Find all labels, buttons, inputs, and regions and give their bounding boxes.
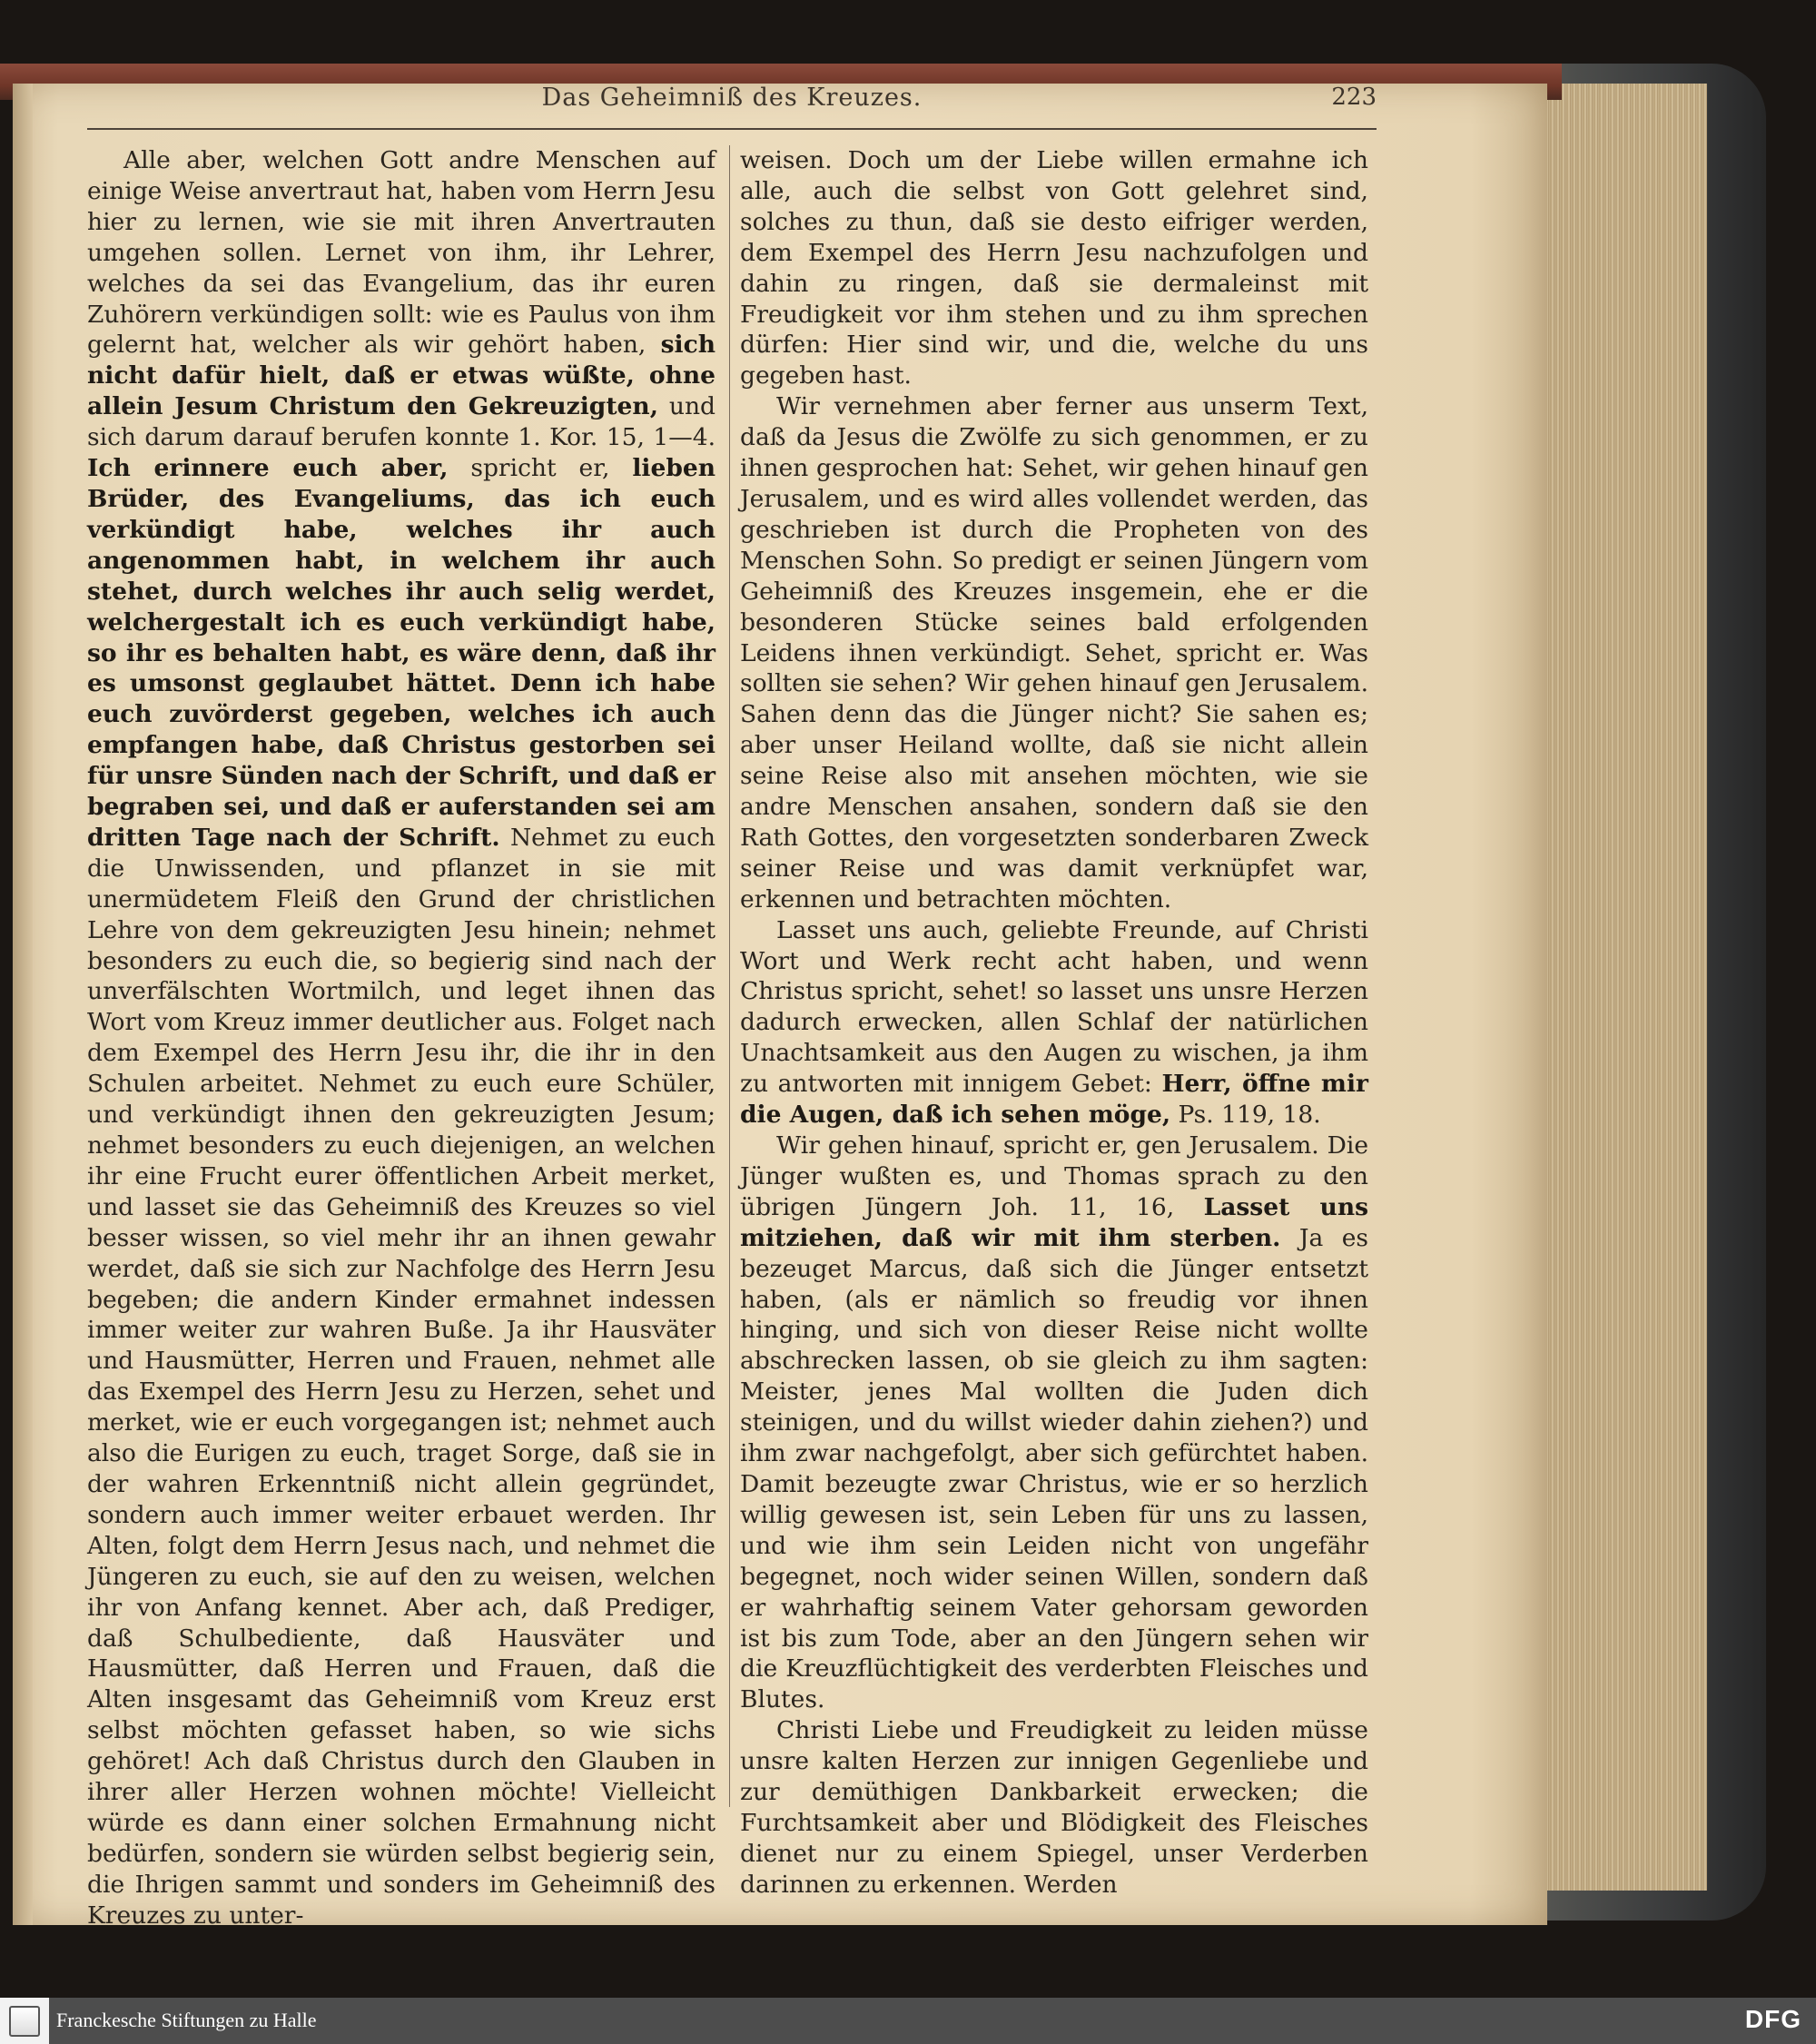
page-number: 223 (1331, 84, 1377, 111)
paragraph-tail: Ja es bezeuget Marcus, daß sich die Jünger entsetzt haben, (als er nämlich so freudig vor ihnen hinging, und sich von dieser Reise nicht wollte abschrecken lassen, ob sie gleich zu ihm sagten: Meister, jenes Mal wollten die Juden dich steinigen, und du willst wieder dahin ziehen?) und ihm zwar nachgefolgt, aber sich gefürchtet haben. Damit bezeugte zwar Christus, wie er so herzlich willig gewesen ist, sein Leben für uns zu lassen, und wie ihm sein Leiden nicht von ungefähr begegnet, noch wider seinen Willen, sondern daß er wahrhaftig seinem Vater gehorsam geworden ist bis zum Tode, aber an den Jüngern sehen wir die Kreuzflüchtigkeit des verderbten Fleisches und Blutes. (740, 1223, 1368, 1714)
paragraph (740, 1131, 1368, 1715)
dfg-logo[interactable]: DFG (1744, 2005, 1801, 2033)
paragraph-tail: und sich darum darauf berufen konnte 1. Kor. 15, 1—4. (87, 392, 716, 452)
franckesche-stiftungen-logo-icon[interactable] (0, 1998, 49, 2044)
paragraph-tail: Ps. 119, 18. (1170, 1101, 1321, 1130)
left-column (87, 145, 716, 1931)
paragraph-text: Christi Liebe und Freudigkeit zu leiden müsse unsre kalten Herzen zur innigen Gegenliebe und zur demüthigen Dankbarkeit erwecken; die Furchtsamkeit aber und Blödigkeit des Fleisches dienet nur zu einem Spiegel, unser Verderben darinnen zu erkennen. Werden (740, 1716, 1368, 1899)
paragraph-text: Wir vernehmen aber ferner aus unserm Text, daß da Jesus die Zwölfe zu sich genommen, er zu ihnen gesprochen hat: Sehet, wir gehen hinauf gen Jerusalem, und es wird alles vollendet werden, das geschrieben ist durch die Propheten von des Menschen Sohn. So predigt er seinen Jüngern vom Geheimniß des Kreuzes insgemein, ehe er die besonderen Stücke seines bald erfolgenden Leidens ihnen verkündigt. Sehet, spricht er. Was sollten sie sehen? Wir gehen hinauf gen Jerusalem. Sahen denn das die Jünger nicht? Sie sahen es; aber unser Heiland wollte, daß sie nicht allein seine Reise also mit ansehen möchten, wie sie andre Menschen ansahen, sondern daß sie den Rath Gottes, den vorgesetzten sonderbaren Zweck seiner Reise und was damit verknüpfet war, erkennen und betrachten möchten. (740, 392, 1368, 913)
viewer-footer (0, 1998, 1816, 2044)
page-gutter (13, 84, 33, 1925)
paragraph (740, 391, 1368, 914)
column-divider (729, 145, 730, 1807)
paragraph-text: Alle aber, welchen Gott andre Menschen auf einige Weise anvertraut hat, haben vom Herrn Jesu hier zu lernen, wie sie mit ihren Anvertrauten umgehen sollen. Lernet von ihm, ihr Lehrer, welches da sei das Evangelium, das ihr euren Zuhörern verkündigen sollt: wie es Paulus von ihm gelernt hat, welcher als wir gehört haben, (87, 146, 716, 360)
bold-quote: Herr, öffne mir die Augen, daß ich sehen möge, (740, 1070, 1368, 1130)
logo-mark-icon (9, 2006, 40, 2037)
paragraph (740, 915, 1368, 1131)
paragraph (740, 1715, 1368, 1900)
paragraph-tail: spricht er, (448, 454, 633, 483)
paragraph (740, 145, 1368, 391)
paragraph-text: weisen. Doch um der Liebe willen ermahne ich alle, auch die selbst von Gott gelehret sind, solches zu thun, daß sie desto eifriger werden, dem Exempel des Herrn Jesu nachzufolgen und dahin zu ringen, daß sie dermaleinst mit Freudigkeit vor ihm stehen und zu ihm sprechen dürfen: Hier sind wir, und die, welche du uns gegeben hast. (740, 146, 1368, 390)
bold-quote: Ich erinnere euch aber, (87, 454, 449, 483)
bold-quote: Lasset uns mitziehen, daß wir mit ihm sterben. (740, 1192, 1369, 1252)
bold-quote: sich nicht dafür hielt, daß er etwas wüßte, ohne allein Jesum Christum den Gekreuzigten, (87, 331, 716, 421)
paragraph-text: Lasset uns auch, geliebte Freunde, auf Christi Wort und Werk recht acht haben, und wenn Christus spricht, sehet! so lasset uns unsre Herzen dadurch erwecken, allen Schlaf der natürlichen Unachtsamkeit aus den Augen zu wischen, ja ihm zu antworten mit innigem Gebet: (740, 915, 1368, 1099)
paragraph-text: Wir gehen hinauf, spricht er, gen Jerusalem. Die Jünger wußten es, und Thomas sprach zu den übrigen Jüngern Joh. 11, 16, (740, 1131, 1368, 1221)
page-edges (1544, 84, 1707, 1891)
institution-name[interactable]: Franckesche Stiftungen zu Halle (56, 2009, 317, 2031)
page-header (87, 84, 1377, 125)
bold-quote: lieben Brüder, des Evangeliums, das ich euch verkündigt habe, welches ihr auch angenommen habt, in welchem ihr auch stehet, durch welches ihr auch selig werdet, welchergestalt ich es euch verkündigt habe, so ihr es behalten habt, es wäre denn, daß ihr es umsonst geglaubet hättet. Denn ich habe euch zuvörderst gegeben, welches ich auch empfangen habe, daß Christus gestorben sei für unsre Sünden nach der Schrift, und daß er begraben sei, und daß er auferstanden sei am dritten Tage nach der Schrift. (87, 454, 716, 852)
running-title: Das Geheimniß des Kreuzes. (541, 84, 923, 112)
paragraph-tail: Nehmet zu euch die Unwissenden, und pflanzet in sie mit unermüdetem Fleiß den Grund der christlichen Lehre von dem gekreuzigten Jesu hinein; nehmet besonders zu euch die, so begierig sind nach der unverfälschten Wortmilch, und leget ihnen das Wort vom Kreuz immer deutlicher aus. Folget nach dem Exempel des Herrn Jesu ihr, die ihr in den Schulen arbeitet. Nehmet zu euch eure Schüler, und verkündigt ihnen den gekreuzigten Jesum; nehmet besonders zu euch diejenigen, an welchen ihr eine Frucht eurer öffentlichen Arbeit merket, und lasset sie das Geheimniß des Kreuzes so viel besser wissen, so viel mehr ihr an ihnen gewahr werdet, daß sie sich zur Nachfolge des Herrn Jesu begeben; die andern Kinder ermahnet indessen immer weiter zur wahren Buße. Ja ihr Hausväter und Hausmütter, Herren und Frauen, nehmet alle das Exempel des Herrn Jesu zu Herzen, sehet und merket, wie er euch vorgegangen ist; nehmet auch also die Eurigen zu euch, traget Sorge, daß sie in der wahren Erkenntniß nicht allein gegründet, sondern auch immer weiter erbauet werden. Ihr Alten, folgt dem Herrn Jesus nach, und nehmet die Jüngeren zu euch, sie auf den zu weisen, welchen ihr von Anfang kennet. Aber ach, daß Prediger, daß Schulbediente, daß Hausväter und Hausmütter, daß Herren und Frauen, daß die Alten insgesamt das Geheimniß vom Kreuz erst selbst möchten gefasset haben, so wie sichs gehöret! Ach daß Christus durch den Glauben in ihrer aller Herzen wohnen möchte! Vielleicht würde es dann einer solchen Ermahnung nicht bedürfen, sondern sie würden selbst begierig sein, die Ihrigen sammt und sonders im Geheimniß des Kreuzes zu unter- (87, 823, 716, 1930)
paragraph (87, 145, 716, 1931)
right-column (740, 145, 1368, 1901)
header-rule (87, 128, 1377, 130)
